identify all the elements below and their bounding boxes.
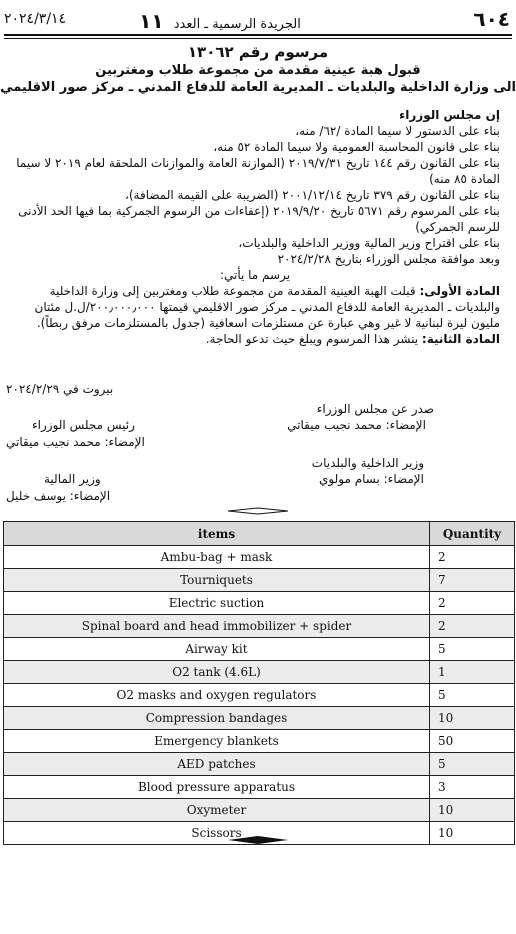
ornament-divider-icon xyxy=(228,507,288,515)
article-1 xyxy=(10,283,500,331)
interior-minister-signature: الإمضاء: بسام مولوي xyxy=(319,472,424,486)
ornament-divider-icon xyxy=(228,836,288,844)
item-cell: Electric suction xyxy=(4,592,430,615)
header-rule xyxy=(4,34,512,36)
table-row xyxy=(4,592,515,615)
pm-signature-right: الإمضاء: محمد نجيب ميقاتي xyxy=(287,418,426,432)
table-row xyxy=(4,753,515,776)
basis-line: بناء على اقتراح وزير المالية ووزير الداخلية والبلديات، xyxy=(238,236,500,250)
issue-number: ١١ xyxy=(139,9,164,33)
gazette-title xyxy=(4,9,430,33)
decrees-line: يرسم ما يأتي: xyxy=(219,268,291,282)
item-cell: O2 masks and oxygen regulators xyxy=(4,684,430,707)
supplies-table xyxy=(3,521,515,845)
decree-title: مرسوم رقم ١٣٠٦٢ xyxy=(187,43,329,61)
table-row xyxy=(4,799,515,822)
article-2 xyxy=(10,331,500,347)
table-row xyxy=(4,707,515,730)
page-header xyxy=(4,8,510,34)
table-header-row xyxy=(4,522,515,546)
quantity-cell: 10 xyxy=(430,707,515,730)
table-row xyxy=(4,615,515,638)
table-row xyxy=(4,546,515,569)
finance-minister-title: وزير المالية xyxy=(44,472,101,486)
table-row xyxy=(4,776,515,799)
quantity-cell: 7 xyxy=(430,569,515,592)
quantity-cell: 5 xyxy=(430,638,515,661)
quantity-cell: 2 xyxy=(430,615,515,638)
page-number: ٦٠٤ xyxy=(473,7,510,31)
item-cell: Compression bandages xyxy=(4,707,430,730)
article-1-label: المادة الأولى: xyxy=(419,284,500,298)
quantity-cell: 2 xyxy=(430,592,515,615)
item-cell: Airway kit xyxy=(4,638,430,661)
place-date: بيروت في ٢٠٢٤/٢/٢٩ xyxy=(6,382,114,396)
decree-subtitle-2: الى وزارة الداخلية والبلديات ـ المديرية العامة للدفاع المدني ـ مركز صور الاقليمي xyxy=(0,80,516,95)
item-cell: Spinal board and head immobilizer + spider xyxy=(4,615,430,638)
table-row xyxy=(4,661,515,684)
decree-body xyxy=(10,107,500,347)
table-row xyxy=(4,684,515,707)
authority-line: إن مجلس الوزراء xyxy=(399,108,500,122)
quantity-cell: 3 xyxy=(430,776,515,799)
item-cell: Blood pressure apparatus xyxy=(4,776,430,799)
decree-heading xyxy=(0,42,516,96)
quantity-cell: 10 xyxy=(430,799,515,822)
decree-subtitle-1: قبول هبة عينية مقدمة من مجموعة طلاب ومغتربين xyxy=(95,63,421,78)
issued-by: صدر عن مجلس الوزراء xyxy=(316,402,434,416)
basis-line: بناء على المرسوم رقم ٥٦٧١ تاريخ ٢٠١٩/٩/٢٠ (إعفاءات من الرسوم الجمركية بما فيها الحد الأدنى للرسم الجمركي) xyxy=(18,204,500,234)
item-cell: Emergency blankets xyxy=(4,730,430,753)
quantity-cell: 1 xyxy=(430,661,515,684)
table-row xyxy=(4,638,515,661)
item-cell: Scissors xyxy=(4,822,430,845)
pm-title: رئيس مجلس الوزراء xyxy=(32,418,135,432)
gazette-name: الجريدة الرسمية ـ العدد xyxy=(173,17,301,32)
quantity-cell: 5 xyxy=(430,753,515,776)
header-date: ٢٠٢٤/٣/١٤ xyxy=(4,11,67,27)
basis-line: بناء على الدستور لا سيما المادة /٦٢/ منه، xyxy=(295,124,500,138)
item-cell: AED patches xyxy=(4,753,430,776)
quantity-cell: 2 xyxy=(430,546,515,569)
column-header-quantity: Quantity xyxy=(430,522,515,546)
item-cell: Tourniquets xyxy=(4,569,430,592)
basis-line: بناء على القانون رقم ٣٧٩ تاريخ ٢٠٠١/١٢/١٤ (الضريبة على القيمة المضافة)، xyxy=(124,188,500,202)
table-row xyxy=(4,730,515,753)
column-header-items: items xyxy=(4,522,430,546)
interior-minister-title: وزير الداخلية والبلديات xyxy=(311,456,424,470)
article-2-text: ينشر هذا المرسوم ويبلغ حيث تدعو الحاجة. xyxy=(205,332,419,346)
quantity-cell: 50 xyxy=(430,730,515,753)
table-row xyxy=(4,569,515,592)
item-cell: O2 tank (4.6L) xyxy=(4,661,430,684)
basis-line: بناء على قانون المحاسبة العمومية ولا سيما المادة ٥٢ منه، xyxy=(213,140,500,154)
article-2-label: المادة الثانية: xyxy=(421,332,500,346)
article-1-text: قبلت الهبة العينية المقدمة من مجموعة طلاب ومغتربين إلى وزارة الداخلية والبلديات ـ المديرية العامة للدفاع المدني ـ مركز صور الاقليمي قيمتها ٢٠٠٫٠٠٠٫٠٠٠/ل.ل مئتان مليون ليرة لبنانية لا غير وهي عبارة عن مستلزمات اسعافية (جدول بالمستلزمات مرفق ربطاً). xyxy=(34,284,500,330)
finance-minister-signature: الإمضاء: يوسف خليل xyxy=(6,489,111,503)
item-cell: Oxymeter xyxy=(4,799,430,822)
basis-line: وبعد موافقة مجلس الوزراء بتاريخ ٢٠٢٤/٢/٢٨ xyxy=(277,252,500,266)
pm-signature-left: الإمضاء: محمد نجيب ميقاتي xyxy=(6,435,145,449)
header-rule-thin xyxy=(4,38,512,39)
basis-line: بناء على القانون رقم ١٤٤ تاريخ ٢٠١٩/٧/٣١ (الموازنة العامة والموازنات الملحقة لعام ٢٠١٩ لا سيما المادة ٨٥ منه) xyxy=(16,156,500,186)
quantity-cell: 5 xyxy=(430,684,515,707)
quantity-cell: 10 xyxy=(430,822,515,845)
item-cell: Ambu-bag + mask xyxy=(4,546,430,569)
